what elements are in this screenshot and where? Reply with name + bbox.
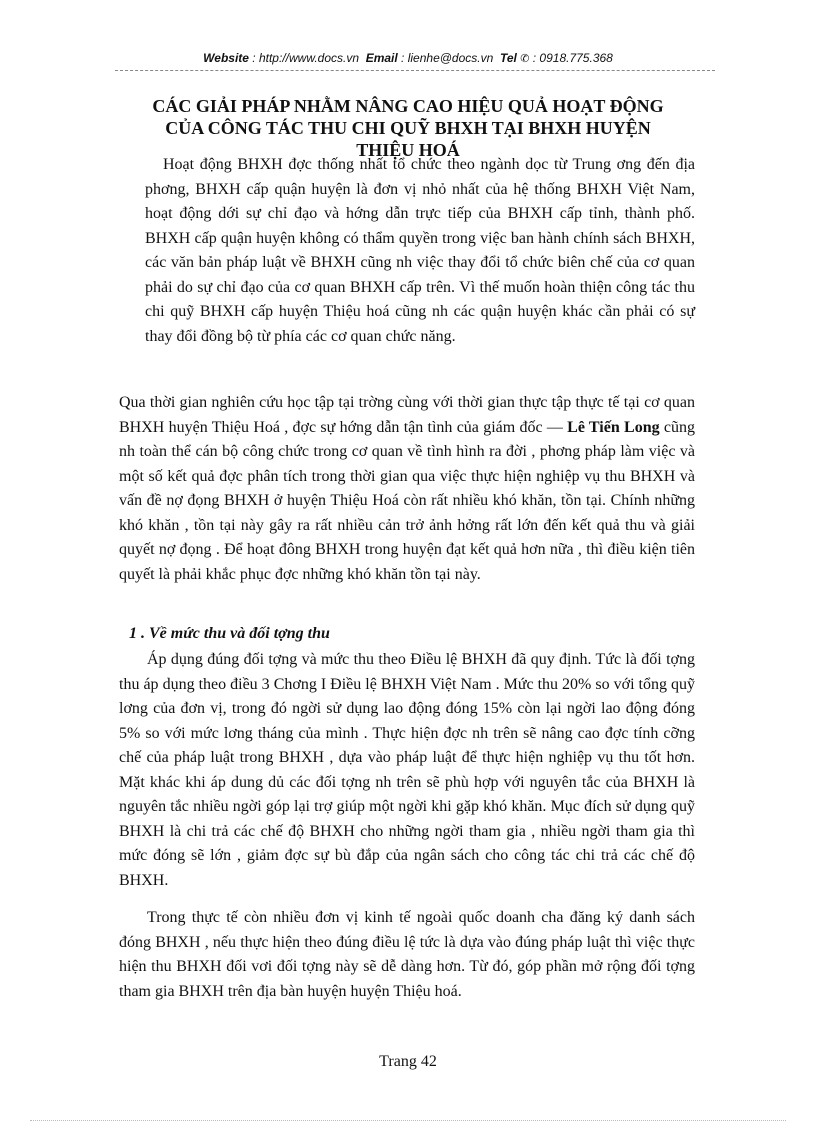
title-line-1: CÁC GIẢI PHÁP NHẰM NÂNG CAO HIỆU QUẢ HOẠT ĐỘNG bbox=[152, 96, 664, 116]
website-value: : http://www.docs.vn bbox=[252, 51, 360, 65]
page-header bbox=[0, 51, 816, 65]
paragraph-study bbox=[119, 391, 695, 587]
header-divider bbox=[115, 70, 715, 71]
paragraph-rates: Áp dụng đúng đối tợng và mức thu theo Điều lệ BHXH đã quy định. Tức là đối tợng thu áp dụng theo điều 3 Chơng I Điều lệ BHXH Việt Nam . Mức thu 20% so với tổng quỹ lơng của đơn vị, trong đó ngời sử dụng lao động đóng 15% còn lại ngời lao động đóng 5% so với mức lơng tháng của mình . Thực hiện đợc nh trên sẽ nâng cao đợc tính cỡng chế của pháp luật trong BHXH , dựa vào pháp luật để thực hiện nghiệp vụ thu tốt hơn. Mặt khác khi áp dung dủ các đối tợng nh trên sẽ phù hợp với nguyên tắc của BHXH là nguyên tắc nhiều ngời góp lại trợ giúp một ngời khi gặp khó khăn. Mục đích sử dụng quỹ BHXH là chi trả các chế độ BHXH cho những ngời tham gia , nhiều ngời tham gia thì mức đóng sẽ lớn , giảm đợc sự bù đắp của ngân sách cho công tác chi trả các chế độ BHXH. bbox=[119, 651, 695, 889]
footer-divider bbox=[30, 1120, 786, 1121]
title-line-3: THIỆU HOÁ bbox=[356, 140, 460, 160]
section-heading-1: 1 . Về mức thu và đối tợng thu bbox=[129, 625, 330, 642]
document-title bbox=[110, 95, 706, 161]
email-label: Email bbox=[365, 51, 398, 65]
tel-label: Tel bbox=[499, 51, 517, 65]
director-name: Lê Tiến Long bbox=[567, 418, 660, 436]
paragraph-intro: Hoạt động BHXH đợc thống nhất tổ chức theo ngành dọc từ Trung ơng đến địa phơng, BHXH cấp quận huyện là đơn vị nhỏ nhất của hệ thống BHXH Việt Nam, hoạt động dới sự chỉ đạo và hớng dẫn trực tiếp của BHXH cấp tỉnh, thành phố. BHXH cấp quận huyện không có thẩm quyền trong việc ban hành chính sách BHXH, các văn bản pháp luật về BHXH cũng nh việc thay đổi tổ chức biên chế của cơ quan phải do sự chỉ đạo của cơ quan BHXH cấp trên. Vì thế muốn hoàn thiện công tác thu chi quỹ BHXH cấp huyện Thiệu hoá cũng nh các quận huyện khác cần phải có sự thay đổi đồng bộ từ phía các cơ quan chức năng. bbox=[145, 156, 695, 345]
tel-value: : 0918.775.368 bbox=[532, 51, 613, 65]
paragraph-study-after: cũng nh toàn thể cán bộ công chức trong cơ quan về tình hình ra đời , phơng pháp làm việc và một số kết quả đợc phân tích trong thời gian qua việc thực hiện nghiệp vụ thu BHXH và vấn đề nợ đọng BHXH ở huyện Thiệu Hoá còn rất nhiều khó khăn, tồn tại. Chính những khó khăn , tồn tại này gây ra rất nhiều cản trở ảnh hởng rất lớn đến kết quả thu và giải quyết nợ đọng . Để hoạt đông BHXH trong huyện đạt kết quả hơn nữa , thì điều kiện tiên quyết là phải khắc phục đợc những khó khăn tồn tại này. bbox=[119, 418, 696, 583]
title-line-2: CỦA CÔNG TÁC THU CHI QUỸ BHXH TẠI BHXH HUYỆN bbox=[165, 118, 651, 138]
page-number: Trang 42 bbox=[379, 1053, 437, 1070]
paragraph-study-before: Qua thời gian nghiên cứu học tập tại trờng cùng với thời gian thực tập thực tế tại cơ quan BHXH huyện Thiệu Hoá , đợc sự hớng dẫn tận tình của giám đốc — bbox=[119, 394, 695, 436]
phone-icon: ✆ bbox=[520, 53, 530, 65]
paragraph-practice: Trong thực tế còn nhiều đơn vị kinh tế ngoài quốc doanh cha đăng ký danh sách đóng BHXH , nếu thực hiện theo đúng điều lệ tức là dựa vào đúng pháp luật thì việc thực hiện thu BHXH đối vơi đối tợng này sẽ dễ dàng hơn. Từ đó, góp phần mở rộng đối tợng tham gia BHXH trên địa bàn huyện huyện Thiệu hoá. bbox=[119, 909, 695, 1000]
website-label: Website bbox=[203, 51, 249, 65]
email-value: : lienhe@docs.vn bbox=[401, 51, 494, 65]
